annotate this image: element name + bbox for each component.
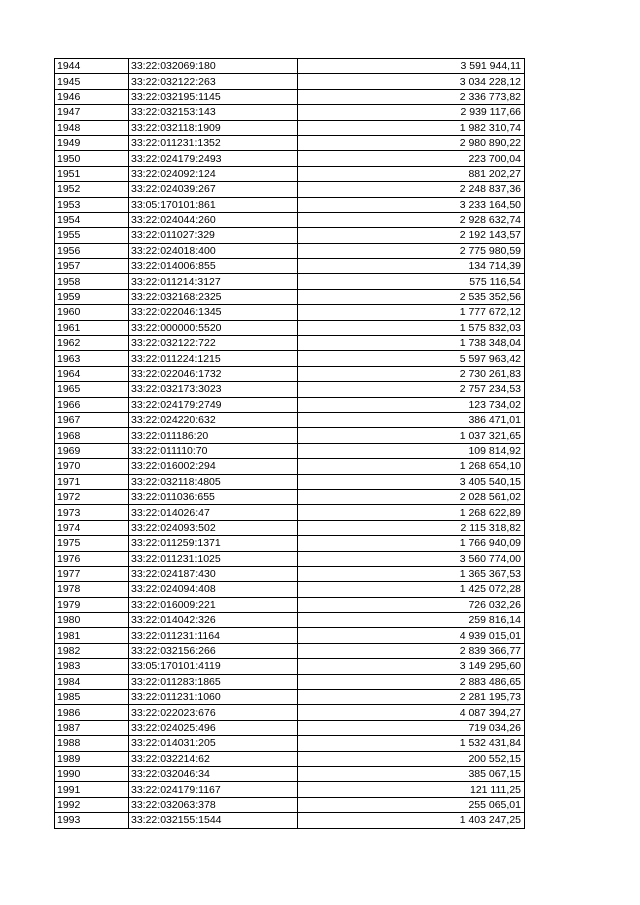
cadastral-number-cell: 33:22:011283:1865 — [129, 674, 298, 689]
table-row — [55, 813, 525, 828]
row-number-cell: 1952 — [55, 182, 129, 197]
value-cell: 2 281 195,73 — [298, 690, 525, 705]
cadastral-number-cell: 33:22:024179:2493 — [129, 151, 298, 166]
table-row — [55, 74, 525, 89]
cadastral-number-cell: 33:22:022046:1345 — [129, 305, 298, 320]
cadastral-number-cell: 33:22:014031:205 — [129, 736, 298, 751]
table-row — [55, 520, 525, 535]
value-cell: 2 939 117,66 — [298, 105, 525, 120]
cadastral-number-cell: 33:05:170101:4119 — [129, 659, 298, 674]
table-row — [55, 536, 525, 551]
value-cell: 223 700,04 — [298, 151, 525, 166]
table-row — [55, 782, 525, 797]
row-number-cell: 1956 — [55, 243, 129, 258]
row-number-cell: 1991 — [55, 782, 129, 797]
cadastral-number-cell: 33:22:011110:70 — [129, 443, 298, 458]
cadastral-number-cell: 33:22:032173:3023 — [129, 382, 298, 397]
row-number-cell: 1972 — [55, 489, 129, 504]
row-number-cell: 1950 — [55, 151, 129, 166]
value-cell: 259 816,14 — [298, 613, 525, 628]
cadastral-number-cell: 33:22:024179:2749 — [129, 397, 298, 412]
table-row — [55, 336, 525, 351]
table-row — [55, 105, 525, 120]
cadastral-number-cell: 33:22:032069:180 — [129, 59, 298, 74]
row-number-cell: 1986 — [55, 705, 129, 720]
value-cell: 2 336 773,82 — [298, 89, 525, 104]
cadastral-number-cell: 33:22:022023:676 — [129, 705, 298, 720]
cadastral-number-cell: 33:22:011036:655 — [129, 489, 298, 504]
row-number-cell: 1973 — [55, 505, 129, 520]
row-number-cell: 1955 — [55, 228, 129, 243]
cadastral-number-cell: 33:22:032063:378 — [129, 797, 298, 812]
row-number-cell: 1961 — [55, 320, 129, 335]
cadastral-number-cell: 33:22:011224:1215 — [129, 351, 298, 366]
table-row — [55, 212, 525, 227]
cadastral-number-cell: 33:22:032046:34 — [129, 766, 298, 781]
row-number-cell: 1988 — [55, 736, 129, 751]
value-cell: 2 839 366,77 — [298, 643, 525, 658]
value-cell: 4 087 394,27 — [298, 705, 525, 720]
value-cell: 255 065,01 — [298, 797, 525, 812]
row-number-cell: 1957 — [55, 259, 129, 274]
cadastral-number-cell: 33:22:024187:430 — [129, 566, 298, 581]
value-cell: 2 757 234,53 — [298, 382, 525, 397]
table-row — [55, 566, 525, 581]
table-row — [55, 751, 525, 766]
table-row — [55, 89, 525, 104]
cadastral-number-cell: 33:22:024039:267 — [129, 182, 298, 197]
table-row — [55, 366, 525, 381]
table-row — [55, 443, 525, 458]
table-row — [55, 289, 525, 304]
table-row — [55, 243, 525, 258]
row-number-cell: 1966 — [55, 397, 129, 412]
row-number-cell: 1974 — [55, 520, 129, 535]
cadastral-number-cell: 33:22:032122:263 — [129, 74, 298, 89]
value-cell: 1 365 367,53 — [298, 566, 525, 581]
table-row — [55, 674, 525, 689]
value-cell: 2 730 261,83 — [298, 366, 525, 381]
cadastral-number-cell: 33:22:024093:502 — [129, 520, 298, 535]
table-row — [55, 382, 525, 397]
table-row — [55, 228, 525, 243]
cadastral-number-cell: 33:22:032168:2325 — [129, 289, 298, 304]
table-row — [55, 505, 525, 520]
row-number-cell: 1960 — [55, 305, 129, 320]
row-number-cell: 1964 — [55, 366, 129, 381]
table-row — [55, 151, 525, 166]
value-cell: 5 597 963,42 — [298, 351, 525, 366]
table-row — [55, 274, 525, 289]
cadastral-number-cell: 33:22:011186:20 — [129, 428, 298, 443]
table-row — [55, 628, 525, 643]
cadastral-number-cell: 33:22:032155:1544 — [129, 813, 298, 828]
value-cell: 3 149 295,60 — [298, 659, 525, 674]
table-row — [55, 182, 525, 197]
row-number-cell: 1968 — [55, 428, 129, 443]
row-number-cell: 1953 — [55, 197, 129, 212]
cadastral-value-table — [54, 58, 525, 829]
table-row — [55, 135, 525, 150]
value-cell: 386 471,01 — [298, 412, 525, 427]
cadastral-number-cell: 33:22:024179:1167 — [129, 782, 298, 797]
cadastral-number-cell: 33:22:032122:722 — [129, 336, 298, 351]
row-number-cell: 1980 — [55, 613, 129, 628]
cadastral-number-cell: 33:22:011231:1164 — [129, 628, 298, 643]
row-number-cell: 1951 — [55, 166, 129, 181]
row-number-cell: 1969 — [55, 443, 129, 458]
value-cell: 1 403 247,25 — [298, 813, 525, 828]
table-row — [55, 736, 525, 751]
table-row — [55, 166, 525, 181]
table-row — [55, 474, 525, 489]
value-cell: 2 192 143,57 — [298, 228, 525, 243]
cadastral-number-cell: 33:22:014026:47 — [129, 505, 298, 520]
table-row — [55, 613, 525, 628]
value-cell: 1 425 072,28 — [298, 582, 525, 597]
table-row — [55, 720, 525, 735]
value-cell: 4 939 015,01 — [298, 628, 525, 643]
cadastral-number-cell: 33:22:000000:5520 — [129, 320, 298, 335]
value-cell: 2 883 486,65 — [298, 674, 525, 689]
table-row — [55, 120, 525, 135]
cadastral-number-cell: 33:22:024025:496 — [129, 720, 298, 735]
cadastral-number-cell: 33:22:032118:1909 — [129, 120, 298, 135]
cadastral-number-cell: 33:22:032153:143 — [129, 105, 298, 120]
value-cell: 1 575 832,03 — [298, 320, 525, 335]
value-cell: 109 814,92 — [298, 443, 525, 458]
value-cell: 2 535 352,56 — [298, 289, 525, 304]
value-cell: 2 980 890,22 — [298, 135, 525, 150]
table-row — [55, 690, 525, 705]
table-row — [55, 705, 525, 720]
row-number-cell: 1979 — [55, 597, 129, 612]
table-row — [55, 305, 525, 320]
value-cell: 726 032,26 — [298, 597, 525, 612]
table-row — [55, 412, 525, 427]
row-number-cell: 1982 — [55, 643, 129, 658]
table-row — [55, 459, 525, 474]
table-row — [55, 428, 525, 443]
cadastral-number-cell: 33:22:024018:400 — [129, 243, 298, 258]
value-cell: 1 766 940,09 — [298, 536, 525, 551]
row-number-cell: 1965 — [55, 382, 129, 397]
table-row — [55, 59, 525, 74]
table-row — [55, 551, 525, 566]
table-row — [55, 597, 525, 612]
cadastral-number-cell: 33:22:032118:4805 — [129, 474, 298, 489]
table-row — [55, 582, 525, 597]
table-row — [55, 259, 525, 274]
row-number-cell: 1946 — [55, 89, 129, 104]
table-row — [55, 197, 525, 212]
row-number-cell: 1959 — [55, 289, 129, 304]
value-cell: 1 268 654,10 — [298, 459, 525, 474]
row-number-cell: 1962 — [55, 336, 129, 351]
cadastral-number-cell: 33:22:032214:62 — [129, 751, 298, 766]
row-number-cell: 1963 — [55, 351, 129, 366]
table-row — [55, 489, 525, 504]
table-row — [55, 397, 525, 412]
row-number-cell: 1970 — [55, 459, 129, 474]
value-cell: 575 116,54 — [298, 274, 525, 289]
row-number-cell: 1958 — [55, 274, 129, 289]
value-cell: 2 928 632,74 — [298, 212, 525, 227]
value-cell: 1 532 431,84 — [298, 736, 525, 751]
value-cell: 385 067,15 — [298, 766, 525, 781]
row-number-cell: 1947 — [55, 105, 129, 120]
row-number-cell: 1977 — [55, 566, 129, 581]
value-cell: 719 034,26 — [298, 720, 525, 735]
row-number-cell: 1992 — [55, 797, 129, 812]
table-row — [55, 797, 525, 812]
value-cell: 1 982 310,74 — [298, 120, 525, 135]
row-number-cell: 1993 — [55, 813, 129, 828]
value-cell: 123 734,02 — [298, 397, 525, 412]
cadastral-number-cell: 33:22:011231:1025 — [129, 551, 298, 566]
cadastral-number-cell: 33:22:024092:124 — [129, 166, 298, 181]
cadastral-number-cell: 33:22:032195:1145 — [129, 89, 298, 104]
value-cell: 1 777 672,12 — [298, 305, 525, 320]
table-row — [55, 766, 525, 781]
table-row — [55, 643, 525, 658]
cadastral-number-cell: 33:22:016002:294 — [129, 459, 298, 474]
row-number-cell: 1948 — [55, 120, 129, 135]
row-number-cell: 1944 — [55, 59, 129, 74]
value-cell: 3 233 164,50 — [298, 197, 525, 212]
cadastral-number-cell: 33:22:011259:1371 — [129, 536, 298, 551]
cadastral-number-cell: 33:22:024044:260 — [129, 212, 298, 227]
row-number-cell: 1990 — [55, 766, 129, 781]
value-cell: 134 714,39 — [298, 259, 525, 274]
cadastral-number-cell: 33:22:014006:855 — [129, 259, 298, 274]
value-cell: 1 268 622,89 — [298, 505, 525, 520]
cadastral-number-cell: 33:22:016009:221 — [129, 597, 298, 612]
row-number-cell: 1987 — [55, 720, 129, 735]
value-cell: 121 111,25 — [298, 782, 525, 797]
row-number-cell: 1981 — [55, 628, 129, 643]
row-number-cell: 1984 — [55, 674, 129, 689]
row-number-cell: 1971 — [55, 474, 129, 489]
row-number-cell: 1975 — [55, 536, 129, 551]
cadastral-number-cell: 33:05:170101:861 — [129, 197, 298, 212]
value-cell: 1 738 348,04 — [298, 336, 525, 351]
table-row — [55, 320, 525, 335]
value-cell: 2 115 318,82 — [298, 520, 525, 535]
row-number-cell: 1967 — [55, 412, 129, 427]
value-cell: 3 560 774,00 — [298, 551, 525, 566]
row-number-cell: 1945 — [55, 74, 129, 89]
cadastral-number-cell: 33:22:014042:326 — [129, 613, 298, 628]
value-cell: 3 405 540,15 — [298, 474, 525, 489]
cadastral-number-cell: 33:22:011214:3127 — [129, 274, 298, 289]
cadastral-number-cell: 33:22:032156:266 — [129, 643, 298, 658]
row-number-cell: 1985 — [55, 690, 129, 705]
value-cell: 2 028 561,02 — [298, 489, 525, 504]
table-row — [55, 351, 525, 366]
value-cell: 881 202,27 — [298, 166, 525, 181]
cadastral-number-cell: 33:22:022046:1732 — [129, 366, 298, 381]
row-number-cell: 1949 — [55, 135, 129, 150]
value-cell: 2 248 837,36 — [298, 182, 525, 197]
cadastral-number-cell: 33:22:011231:1060 — [129, 690, 298, 705]
table-body — [55, 59, 525, 829]
row-number-cell: 1983 — [55, 659, 129, 674]
value-cell: 200 552,15 — [298, 751, 525, 766]
row-number-cell: 1976 — [55, 551, 129, 566]
row-number-cell: 1978 — [55, 582, 129, 597]
cadastral-number-cell: 33:22:024220:632 — [129, 412, 298, 427]
value-cell: 3 591 944,11 — [298, 59, 525, 74]
row-number-cell: 1954 — [55, 212, 129, 227]
cadastral-number-cell: 33:22:024094:408 — [129, 582, 298, 597]
value-cell: 3 034 228,12 — [298, 74, 525, 89]
value-cell: 1 037 321,65 — [298, 428, 525, 443]
cadastral-number-cell: 33:22:011231:1352 — [129, 135, 298, 150]
row-number-cell: 1989 — [55, 751, 129, 766]
cadastral-number-cell: 33:22:011027:329 — [129, 228, 298, 243]
value-cell: 2 775 980,59 — [298, 243, 525, 258]
table-row — [55, 659, 525, 674]
